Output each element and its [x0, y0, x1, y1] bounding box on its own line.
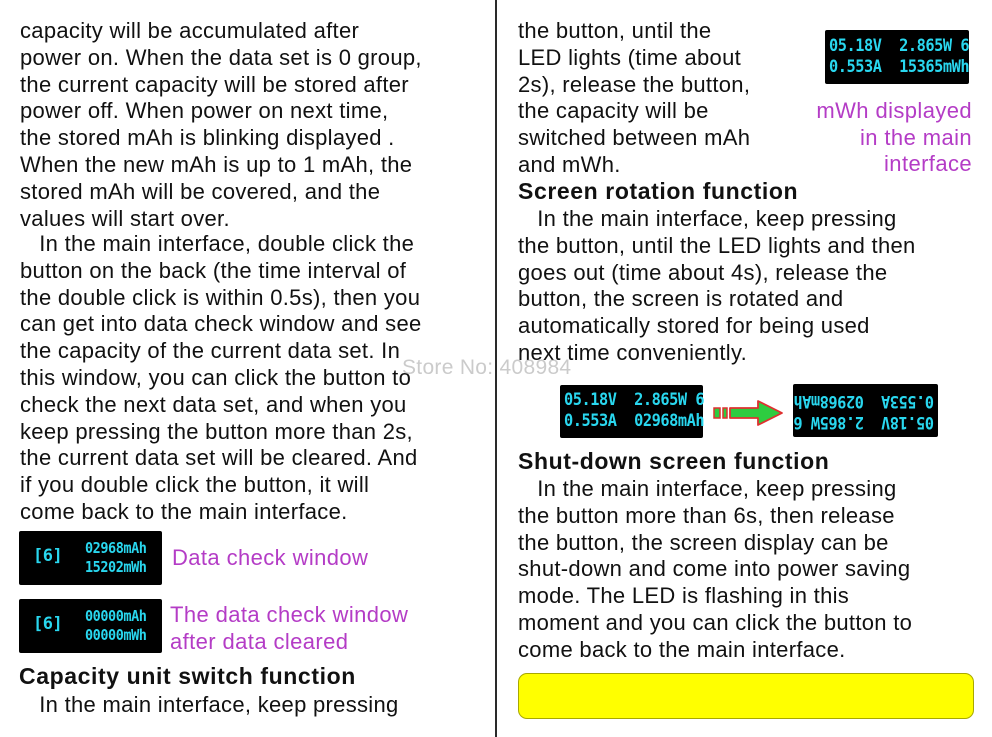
intro-paragraph: capacity will be accumulated after power on. When the data set is 0 group, the current capacity will be stored after power off. When power on next time, the stored mAh is blinking displayed . When the new mAh is up to 1 mAh, the stored mAh will be covered, and the values will start over. [20, 18, 422, 231]
lcd-line-1: 05.18V 2.865W 6 [564, 390, 705, 410]
lcd-data-set-index: [6] [33, 546, 63, 566]
screen-rotation-paragraph: In the main interface, keep pressing the button, until the LED lights and then goes out (time about 4s), release the button, the screen is rotated and automatically stored for being used next time conveniently. [518, 206, 916, 365]
lcd-line-2: 0.553A 02968mAh [793, 391, 934, 411]
capacity-unit-heading: Capacity unit switch function [19, 663, 356, 689]
rotated-orientation-lcd [793, 384, 938, 437]
shutdown-heading: Shut-down screen function [518, 448, 830, 474]
normal-orientation-lcd [560, 385, 703, 438]
data-check-paragraph: In the main interface, double click the button on the back (the time interval of the double click is within 0.5s), then you can get into data check window and see the capacity of the current data set. In this window, you can click the button to check the next data set, and when you keep pressing the button more than 2s, the current data set will be cleared. And if you double click the button, it will come back to the main interface. [20, 231, 422, 524]
mwh-caption: mWh displayed in the main interface [816, 98, 972, 176]
lcd-line-1: 02968mAh [85, 539, 147, 557]
highlight-bar [518, 673, 974, 719]
lcd-line-2: 15202mWh [85, 558, 147, 576]
capacity-unit-paragraph: In the main interface, keep pressing [20, 692, 399, 717]
unit-switch-paragraph: the button, until the LED lights (time about 2s), release the button, the capacity will be switched between mAh and mWh. [518, 18, 751, 177]
lcd-line-1: 05.18V 2.865W 6 [793, 412, 934, 432]
screen-rotation-heading: Screen rotation function [518, 178, 799, 204]
lcd-line-2: 00000mWh [85, 626, 147, 644]
shutdown-paragraph: In the main interface, keep pressing the button more than 6s, then release the button, the screen display can be shut-down and come into power saving mode. The LED is flashing in this moment and you can click the button to come back to the main interface. [518, 476, 913, 662]
data-cleared-caption: The data check window after data cleared [170, 602, 409, 654]
right-arrow-icon [712, 398, 784, 428]
lcd-line-2: 0.553A 15365mWh [829, 57, 970, 77]
store-watermark: Store No: 408984 [402, 356, 572, 379]
mwh-lcd [825, 30, 969, 84]
lcd-data-set-index: [6] [33, 614, 63, 634]
lcd-line-1: 00000mAh [85, 607, 147, 625]
lcd-line-1: 05.18V 2.865W 6 [829, 36, 970, 56]
data-check-lcd [19, 531, 162, 585]
data-check-caption: Data check window [172, 545, 369, 570]
lcd-line-2: 0.553A 02968mAh [564, 411, 705, 431]
cleared-data-lcd [19, 599, 162, 653]
arrow-segment [723, 408, 727, 418]
arrow-head [730, 401, 782, 425]
arrow-segment [714, 408, 720, 418]
